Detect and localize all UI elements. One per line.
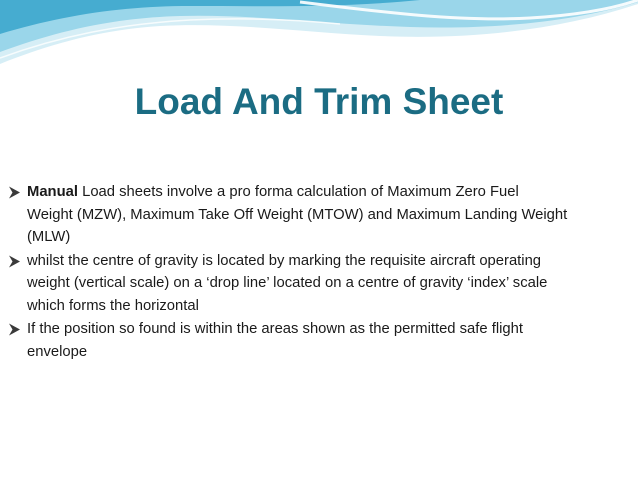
arrow-bullet-icon [8,186,21,199]
arrow-bullet-icon [8,255,21,268]
header-wave-decoration [0,0,638,80]
slide-title: Load And Trim Sheet [134,81,504,122]
bullet-item-2 [8,250,568,318]
bullet-item-1 [8,181,568,249]
bullet-text: If the position so found is within the areas shown as the permitted safe flight envelope [27,321,523,360]
bullet-text: whilst the centre of gravity is located by marking the requisite aircraft operating weight (vertical scale) on a ‘drop line’ located on a centre of gravity ‘index’ scale which forms the horizontal [27,252,548,314]
bullet-text: Load sheets involve a pro forma calculation of Maximum Zero Fuel Weight (MZW), Maximum Take Off Weight (MTOW) and Maximum Landing Weight (MLW) [27,184,568,245]
arrow-bullet-icon [8,323,21,336]
bullet-list [8,181,568,364]
bullet-item-3 [8,318,568,363]
bullet-lead-text: Manual [27,184,78,200]
